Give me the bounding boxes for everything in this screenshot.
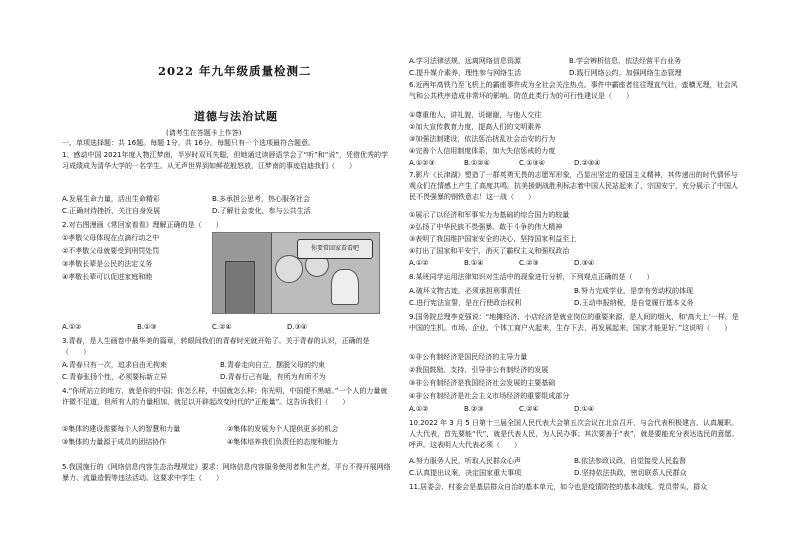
- q4-item-3: ③集体的力量源于成员的团结协作: [62, 438, 167, 446]
- q9-option-c[interactable]: C.②④: [519, 405, 539, 413]
- q2-option-c[interactable]: C.②④: [212, 323, 232, 331]
- question-8-stem: 8.某班同学运用法律知识对生活中的现象进行分析，下列观点正确的是（ ）: [409, 273, 654, 281]
- q5-option-c[interactable]: C.提升媒介素养，理性参与网络生活: [409, 69, 522, 77]
- q7-item-4: ④打出了国家和平安宁，消灭了霸权主义和强权政治: [409, 247, 570, 255]
- q4-item-4: ④集体培养我们负责任的态度和能力: [227, 438, 339, 446]
- q3-option-b[interactable]: B.青春走向自立，摆脱父母的约束: [220, 361, 326, 369]
- question-7-stem: 7.影片《长津湖》塑造了一群英勇无畏的志愿军形象，凸显出坚定的爱国主义精神，其传递出的时代情怀与观众们在情感上产生了高度共鸣。抗美援朝战胜利标志着中国人民站起来了，宗国安宁，充分展示了中国人民不畏强暴的钢铁意志！这一战（ ）: [409, 171, 738, 201]
- question-2-options: [62, 322, 362, 333]
- question-1-options-row2: [62, 206, 362, 217]
- q4-item-2: ②集体的发展为个人提供更多的机会: [227, 425, 339, 433]
- q7-option-b[interactable]: B.①④: [464, 259, 484, 267]
- question-3-stem: 3.青春，是人生画卷中最华美的篇章，转眼间我们的青春时光就开始了。关于青春的认识，正确的是（ ）: [62, 337, 370, 356]
- q2-item-3: ③孝敬长辈是公民的法定义务: [62, 260, 153, 268]
- page-subtitle: 道德与法治试题: [194, 110, 278, 123]
- q6-item-1: ①尊重他人，讲礼貌，说谢谢，与他人交往: [409, 111, 542, 119]
- question-5-stem: 5.我国施行的《网络信息内容生态治理规定》要求：网络信息内容服务使用者和生产者，平台不得开展网络暴力、流量造假等违法活动。这要求中学生（ ）: [62, 463, 391, 482]
- q1-option-d[interactable]: D.了解社会变化，参与公共生活: [212, 207, 311, 215]
- q6-options: [409, 158, 629, 169]
- q10-options-row1: [409, 456, 739, 467]
- q2-option-b[interactable]: B.①③: [137, 323, 157, 331]
- cartoon-image: [212, 232, 380, 314]
- q7-item-3: ③表明了我国维护国家安全的决心，坚持国家利益至上: [409, 235, 577, 243]
- q5-options-row1: [409, 56, 729, 67]
- q10-option-a[interactable]: A.努力服务人民，听取人民群众心声: [409, 457, 521, 465]
- q6-option-c[interactable]: C.①③④: [519, 159, 545, 167]
- q5-options-row2: [409, 68, 729, 79]
- q8-option-b[interactable]: B.努力完成学业，是享有劳动权的体现: [574, 287, 694, 295]
- answer-note: (请考生在答题卡上作答): [166, 129, 242, 137]
- q6-item-2: ②加大宣传教育力度，提高人们的文明素养: [409, 123, 542, 131]
- q9-options: [409, 404, 629, 415]
- q2-item-2: ②不孝敬父母就要受到刑罚处罚: [62, 247, 160, 255]
- q6-option-d[interactable]: D.②③④: [574, 159, 601, 167]
- q10-option-b[interactable]: B.依法参政议政，自觉接受人民监督: [574, 457, 687, 465]
- q1-option-a[interactable]: A.发展生命力量，活出生命精彩: [62, 195, 160, 203]
- question-4-stem: 4.“你所站立的地方，就是你的中国；你怎么样，中国就怎么样；你光明，中国便不黑暗。”一个人的力量就许微不足道，但所有人的力量相加，就足以开辟起改变时代的“正能量”。这告诉我们（ ）: [62, 387, 388, 406]
- q7-options: [409, 258, 629, 269]
- question-11-stem: 11.居委会、村委会是基层群众自治的基本单元，如今也是疫情防控的基本战线。党员带头、群众: [409, 483, 708, 491]
- q4-items-row2: [62, 437, 392, 448]
- q9-item-2: ②我国鼓励、支持、引导非公有制经济的发展: [409, 366, 549, 374]
- question-2-stem: 2.对右图漫画《常回家看看》理解正确的是（ ）: [62, 221, 223, 229]
- q8-option-a[interactable]: A.破坏文物古迹，必须承担刑事责任: [409, 287, 521, 295]
- cartoon-door: [225, 261, 255, 314]
- q1-option-b[interactable]: B.多承担公思考，热心服务社会: [212, 195, 311, 203]
- question-1-options-row1: [62, 194, 362, 205]
- q1-option-c[interactable]: C.正确对待挫折，关注自身发展: [62, 207, 161, 215]
- q8-option-d[interactable]: D.王动申报纳税，是自觉履行基本义务: [574, 299, 694, 307]
- q5-option-b[interactable]: B.学会辨析信息，依法经营平台业务: [569, 57, 682, 65]
- cartoon-elder-1: [275, 255, 303, 283]
- q9-option-b[interactable]: B.②③: [464, 405, 484, 413]
- q10-options-row2: [409, 468, 739, 479]
- section-intro: 一、单项选择题：共 16题。每题 1分，共 16分。每题只有一个选项最符合题意。: [62, 139, 315, 147]
- question-3-options-row1: [62, 360, 378, 371]
- cartoon-speech-bubble: 你要常回家看看吧: [297, 239, 373, 259]
- question-9-stem: 9.国务院总理李克强说：“地摊经济、小店经济是就业岗位的重要来源，是人间的烟火，和‘高大上’一样，是中国的生机。市场、企业、个体工商户火起来，生存下去，再发展起来，国家才能更好。”这说明（ ）: [409, 313, 739, 332]
- q3-option-d[interactable]: D.青春行己有耻，有所为有所不为: [220, 373, 326, 381]
- cartoon-figure: [331, 269, 359, 305]
- q8-options-row2: [409, 298, 739, 309]
- page-title: 2022 年九年级质量检测二: [158, 64, 312, 78]
- q5-option-d[interactable]: D.践行网络公约，加强网络生态管理: [569, 69, 682, 77]
- q4-items-row1: [62, 424, 392, 435]
- q7-option-a[interactable]: A.①②: [409, 259, 429, 267]
- q9-option-d[interactable]: D.①④: [574, 405, 595, 413]
- q8-options-row1: [409, 286, 739, 297]
- q9-item-4: ④非公有制经济是社会主义市场经济的重要组成部分: [409, 392, 570, 400]
- q6-option-b[interactable]: B.①②④: [464, 159, 490, 167]
- question-6-stem: 6.近两年高铁乃至飞机上的霸座事件成为全社会关注热点。事件中霸座者往往理直气壮，蛮横无理，社会风气和公共秩序造成非常坏的影响。防范此类行为的可行性建议是（ ）: [409, 81, 738, 100]
- question-1-stem: 1、感动中国 2021年度人物江梦南，半岁时双耳失聪，但她通过读唇语学会了“听”和“说”，凭借优秀的学习成绩成为清华大学的一名学生。从无声世界到如鲜花般怒放，江梦南的事迹启迪我们（ ）: [62, 151, 388, 170]
- q9-option-a[interactable]: A.①②: [409, 405, 429, 413]
- q2-item-1: ①孝敬父母体现在点滴行动之中: [62, 234, 160, 242]
- q3-option-c[interactable]: C.青春张扬个性，必须要标新立异: [62, 373, 168, 381]
- q10-option-d[interactable]: D.坚持依法执政，密切联系人民群众: [574, 469, 687, 477]
- q7-item-2: ②弘扬了中华民族不畏强暴、敢于斗争的伟大精神: [409, 223, 563, 231]
- q9-item-1: ①非公有制经济是国民经济的主导力量: [409, 353, 528, 361]
- q10-option-c[interactable]: C.认真提出议案，决定国家重大事项: [409, 469, 522, 477]
- q7-item-1: ①展示了以经济和军事实力为基础的综合国力的较量: [409, 211, 570, 219]
- q6-item-3: ③加强法制建设，依法惩治扰乱社会治安的行为: [409, 135, 556, 143]
- question-10-stem: 10.2022 年 3 月 5 日第十三届全国人民代表大会第五次会议在北京召开，与会代表积极建言、认真履职。人大代表，首先要能“代”，就是代表人民，为人民办事；其次要善于“表”，就是要能充分表达选民的意愿。呼声。这表明人大代表必须（ ）: [409, 419, 739, 449]
- q6-option-a[interactable]: A.①②③: [409, 159, 435, 167]
- question-3-options-row2: [62, 372, 378, 383]
- q2-option-d[interactable]: D.③④: [287, 323, 308, 331]
- q7-option-c[interactable]: C.②③: [519, 259, 539, 267]
- q5-option-a[interactable]: A.学习法律法规，远离网络信息资源: [409, 57, 521, 65]
- q3-option-a[interactable]: A.青春只有一次，追求自由无拘束: [62, 361, 167, 369]
- q2-item-4: ④孝敬长辈可以促进家庭和睦: [62, 273, 153, 281]
- q9-item-3: ③非公有制经济是我国经济社会发展的主要基础: [409, 379, 556, 387]
- q8-option-c[interactable]: C.进行宪法宣誓，是在行使政治权利: [409, 299, 522, 307]
- q2-option-a[interactable]: A.①②: [62, 323, 82, 331]
- q4-item-1: ①集体的建设需要每个人的智慧和力量: [62, 425, 181, 433]
- q7-option-d[interactable]: D.③④: [574, 259, 595, 267]
- q6-item-4: ④完善个人信用制度体系，加大失信惩戒的力度: [409, 147, 556, 155]
